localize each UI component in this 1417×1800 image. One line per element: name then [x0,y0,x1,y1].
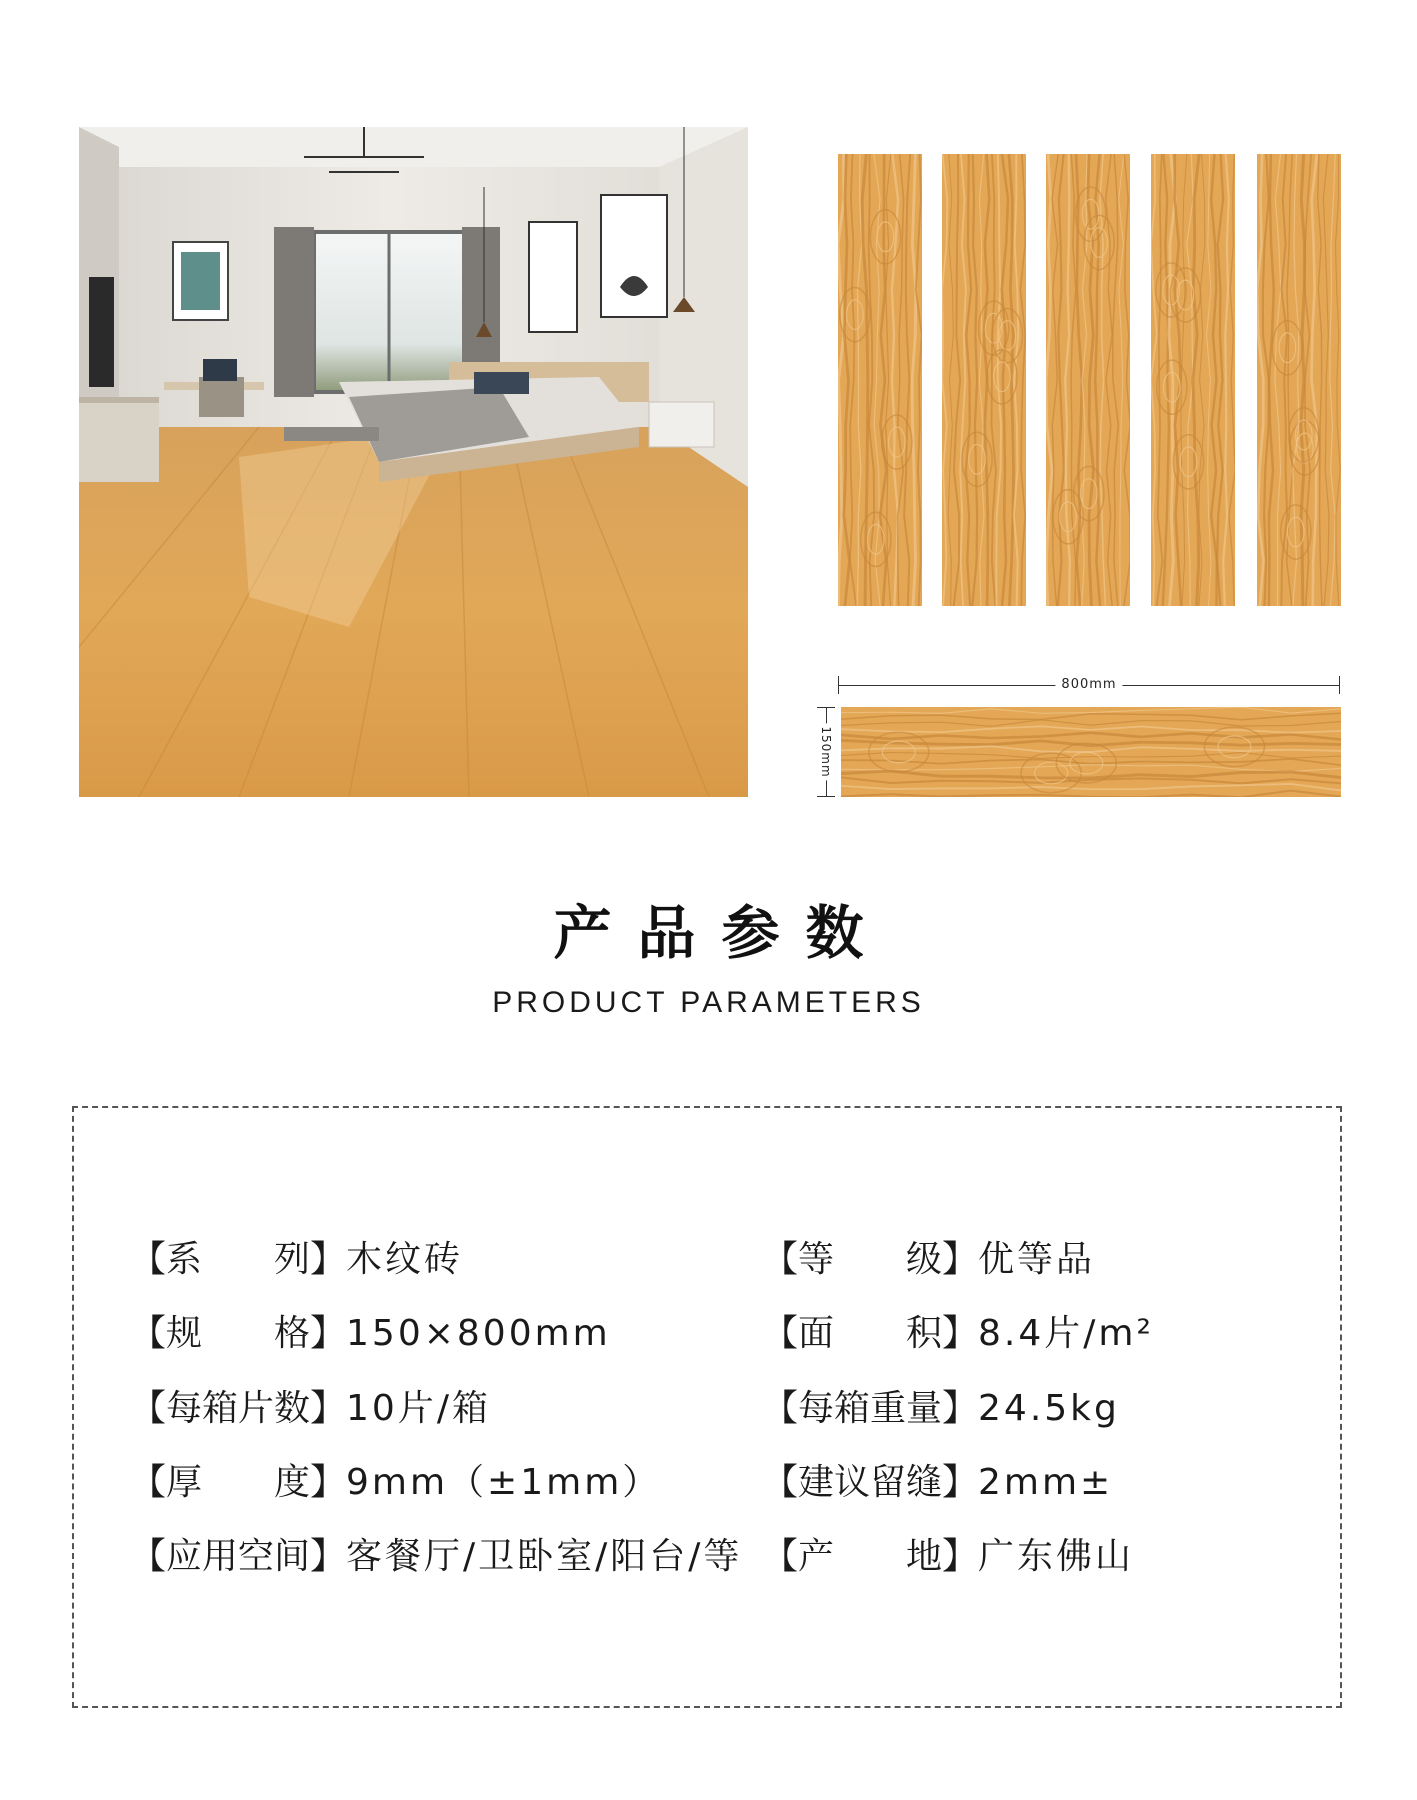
param-row [762,1310,1154,1358]
param-value: 9mm（±1mm） [346,1462,662,1503]
height-dimension [813,707,839,797]
param-row [762,1533,1134,1581]
section-title: 产品参数 [553,899,890,967]
param-row [762,1385,1120,1433]
parameters-panel [72,1106,1342,1708]
tile-sample [942,154,1026,606]
tile-sample [1151,154,1235,606]
param-value: 广东佛山 [978,1536,1135,1577]
param-row [130,1533,742,1581]
param-label: 【面 积】 [762,1313,979,1354]
tile-sample [1046,154,1130,606]
param-row [130,1236,463,1284]
tile-sample [1257,154,1341,606]
width-label: 800mm [1055,675,1122,695]
param-label: 【厚 度】 [130,1462,347,1503]
param-label: 【每箱片数】 [130,1388,347,1429]
param-value: 客餐厅/卫卧室/阳台/等 [346,1536,743,1577]
param-value: 木纹砖 [346,1239,464,1280]
tile-samples [838,154,1341,606]
param-value: 24.5kg [978,1388,1120,1429]
room-scene-image [79,127,748,797]
param-row [762,1236,1095,1284]
param-value: 10片/箱 [346,1388,491,1429]
param-label: 【等 级】 [762,1239,979,1280]
param-value: 2mm± [978,1462,1114,1503]
param-value: 8.4片/m² [978,1313,1154,1354]
param-value: 优等品 [978,1239,1096,1280]
param-label: 【应用空间】 [130,1536,347,1577]
section-subtitle: PRODUCT PARAMETERS [492,986,925,1019]
param-label: 【系 列】 [130,1239,347,1280]
tile-sample [838,154,922,606]
param-label: 【产 地】 [762,1536,979,1577]
param-value: 150×800mm [346,1313,611,1354]
param-row [130,1310,611,1358]
width-dimension [838,672,1340,698]
param-row [762,1459,1113,1507]
param-row [130,1385,491,1433]
height-label: 150mm [818,723,834,780]
param-label: 【建议留缝】 [762,1462,979,1503]
tile-sample-horizontal [841,707,1341,797]
param-label: 【每箱重量】 [762,1388,979,1429]
param-row [130,1459,661,1507]
param-label: 【规 格】 [130,1313,347,1354]
